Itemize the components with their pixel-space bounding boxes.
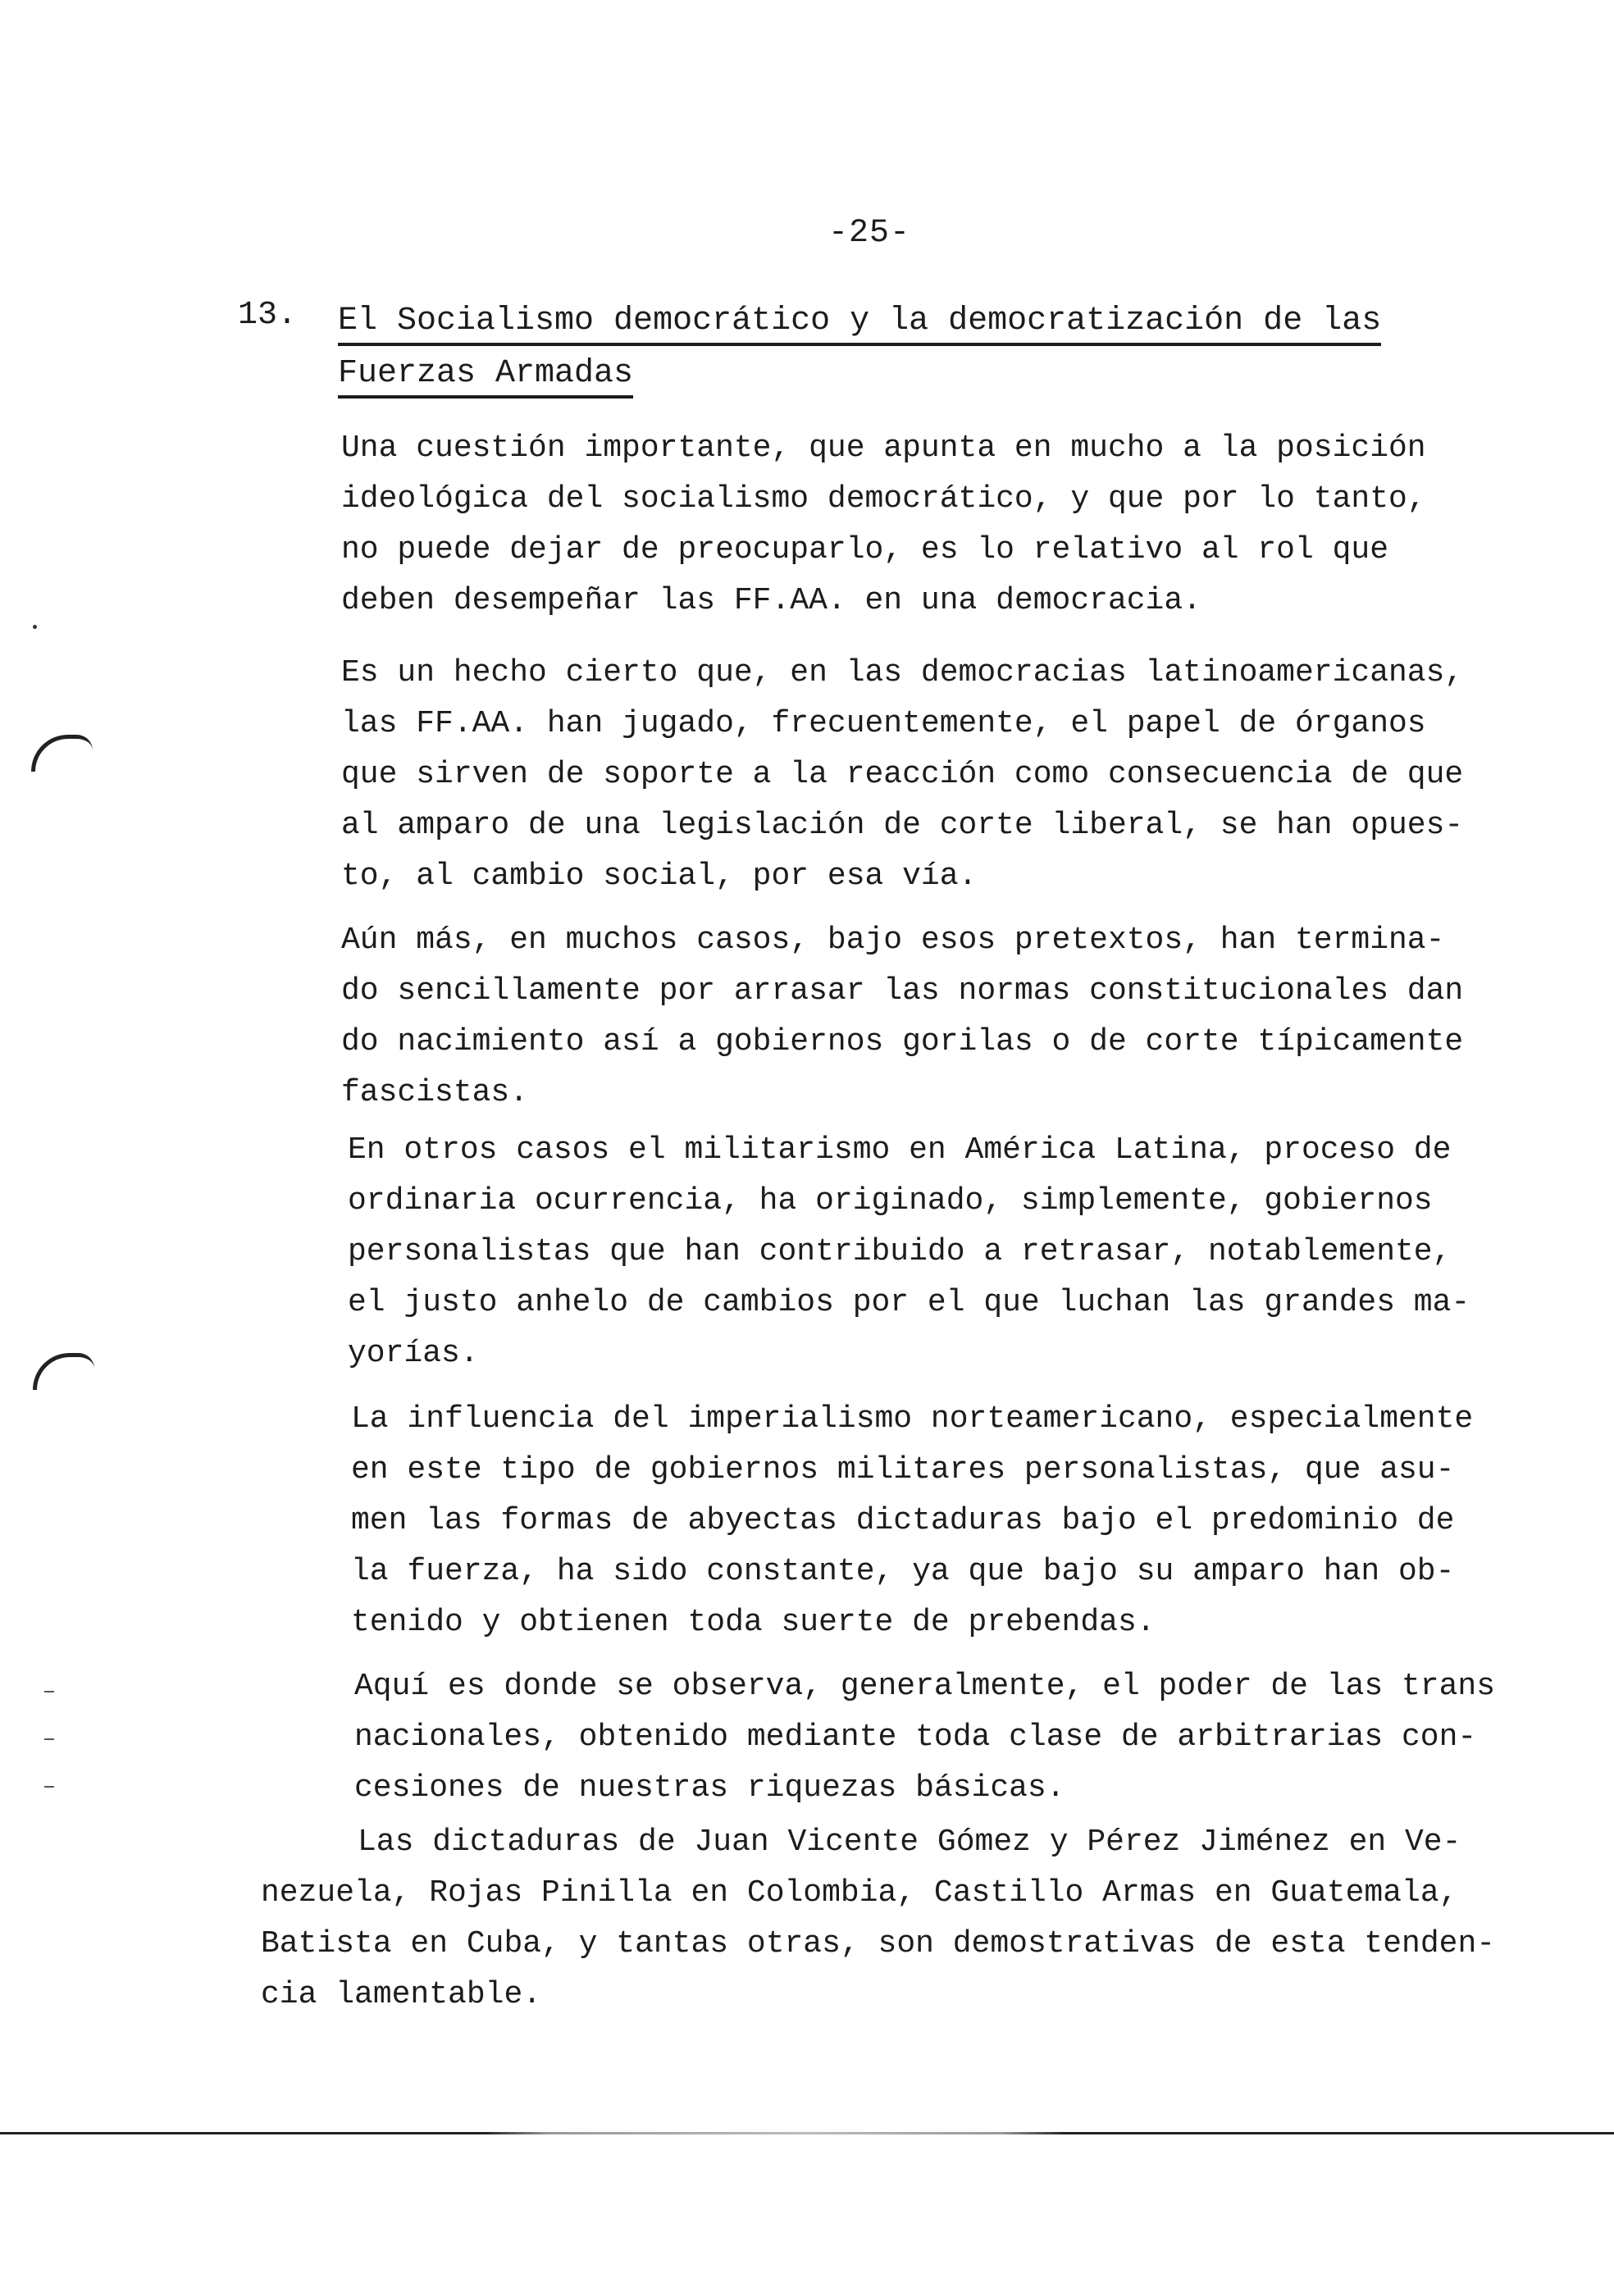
section-title-line-2: Fuerzas Armadas xyxy=(338,353,633,399)
margin-mark-1 xyxy=(31,735,93,772)
margin-dash-2 xyxy=(44,1738,54,1740)
bottom-rule xyxy=(0,2132,1614,2134)
section-title-line-1: El Socialismo democrático y la democratización de las xyxy=(338,300,1381,346)
paragraph-3: Aún más, en muchos casos, bajo esos pretextos, han termina- do sencillamente por arrasar las normas constitucionales dan do nacimiento así a gobiernos gorilas o de corte típicamente fascistas. xyxy=(341,922,1464,1110)
paragraph-2: Es un hecho cierto que, en las democracias latinoamericanas, las FF.AA. han jugado, frecuentemente, el papel de órganos que sirven de soporte a la reacción como consecuencia de que al amparo de una legislación de corte liberal, se han opues- to, al cambio social, por esa vía. xyxy=(341,655,1464,894)
section-number: 13. xyxy=(238,297,298,334)
page-number: -25- xyxy=(828,215,911,252)
paragraph-5: La influencia del imperialismo norteamericano, especialmente en este tipo de gobiernos militares personalistas, que asu- men las formas de abyectas dictaduras bajo el predominio de la fuerza, ha sido constante, ya que bajo su amparo han ob- tenido y obtienen toda suerte de prebendas. xyxy=(351,1401,1474,1640)
paragraph-6: Aquí es donde se observa, generalmente, el poder de las trans nacionales, obtenido mediante toda clase de arbitrarias con- cesiones de nuestras riquezas básicas. xyxy=(354,1669,1496,1806)
paragraph-4: En otros casos el militarismo en América Latina, proceso de ordinaria ocurrencia, ha originado, simplemente, gobiernos personalistas que han contribuido a retrasar, notablemente, el justo anhelo de cambios por el que luchan las grandes ma- yorías. xyxy=(348,1132,1470,1371)
margin-mark-2 xyxy=(33,1353,94,1390)
paragraph-7: Las dictaduras de Juan Vicente Gómez y Pérez Jiménez en Ve- nezuela, Rojas Pinilla en Colombia, Castillo Armas en Guatemala, Batista en Cuba, y tantas otras, son demostrativas de esta tenden- cia lamentable. xyxy=(261,1824,1496,2012)
section-title xyxy=(338,295,1404,400)
margin-dash-3 xyxy=(44,1786,54,1788)
margin-dash-1 xyxy=(44,1691,54,1692)
paragraph-1: Una cuestión importante, que apunta en mucho a la posición ideológica del socialismo democrático, y que por lo tanto, no puede dejar de preocuparlo, es lo relativo al rol que deben desempeñar las FF.AA. en una democracia. xyxy=(341,430,1426,618)
margin-dot xyxy=(33,625,37,629)
